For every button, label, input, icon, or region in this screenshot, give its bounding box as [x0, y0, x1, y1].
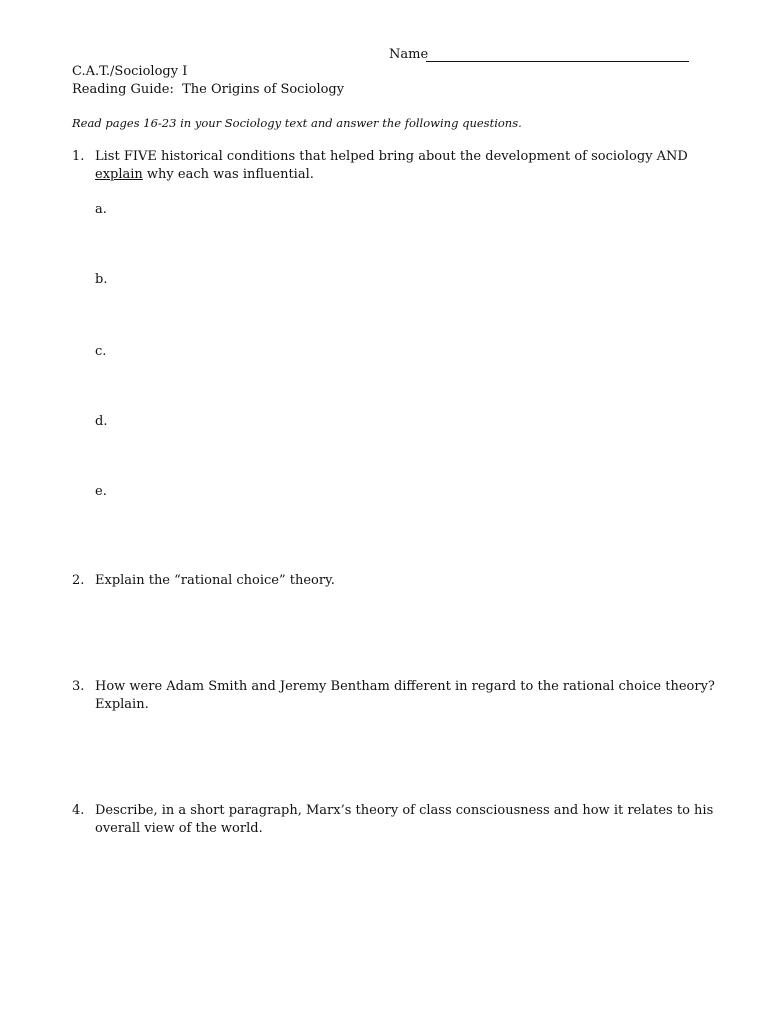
question-3-number: 3.: [72, 679, 85, 694]
sub-item-e: e.: [95, 484, 107, 499]
question-2-number: 2.: [72, 573, 85, 588]
explain-underlined: explain: [95, 167, 143, 182]
question-4-number: 4.: [72, 803, 85, 818]
sub-item-d: d.: [95, 414, 108, 429]
question-3-text-line1: How were Adam Smith and Jeremy Bentham different in regard to the rational choice theory?: [95, 679, 715, 694]
name-blank-line: [426, 61, 689, 62]
reading-guide-label: Reading Guide:: [72, 82, 174, 97]
question-1-text-line1: List FIVE historical conditions that helped bring about the development of sociology AND: [95, 149, 688, 164]
reading-guide-title: The Origins of Sociology: [182, 82, 345, 97]
question-4-text-line2: overall view of the world.: [95, 821, 263, 836]
course-title: C.A.T./Sociology I: [72, 64, 188, 79]
sub-item-c: c.: [95, 344, 107, 359]
question-1-line2-rest: why each was influential.: [142, 167, 314, 182]
instructions: Read pages 16-23 in your Sociology text and answer the following questions.: [72, 116, 522, 130]
question-4-text-line1: Describe, in a short paragraph, Marx’s theory of class consciousness and how it relates to his: [95, 803, 714, 818]
name-label: Name: [389, 47, 429, 62]
question-1-text-line2: [95, 166, 314, 184]
question-1-number: 1.: [72, 149, 85, 164]
reading-guide-heading: [72, 81, 344, 99]
question-2-text: Explain the “rational choice” theory.: [95, 573, 335, 588]
sub-item-a: a.: [95, 202, 107, 217]
question-3-text-line2: Explain.: [95, 697, 149, 712]
sub-item-b: b.: [95, 272, 108, 287]
